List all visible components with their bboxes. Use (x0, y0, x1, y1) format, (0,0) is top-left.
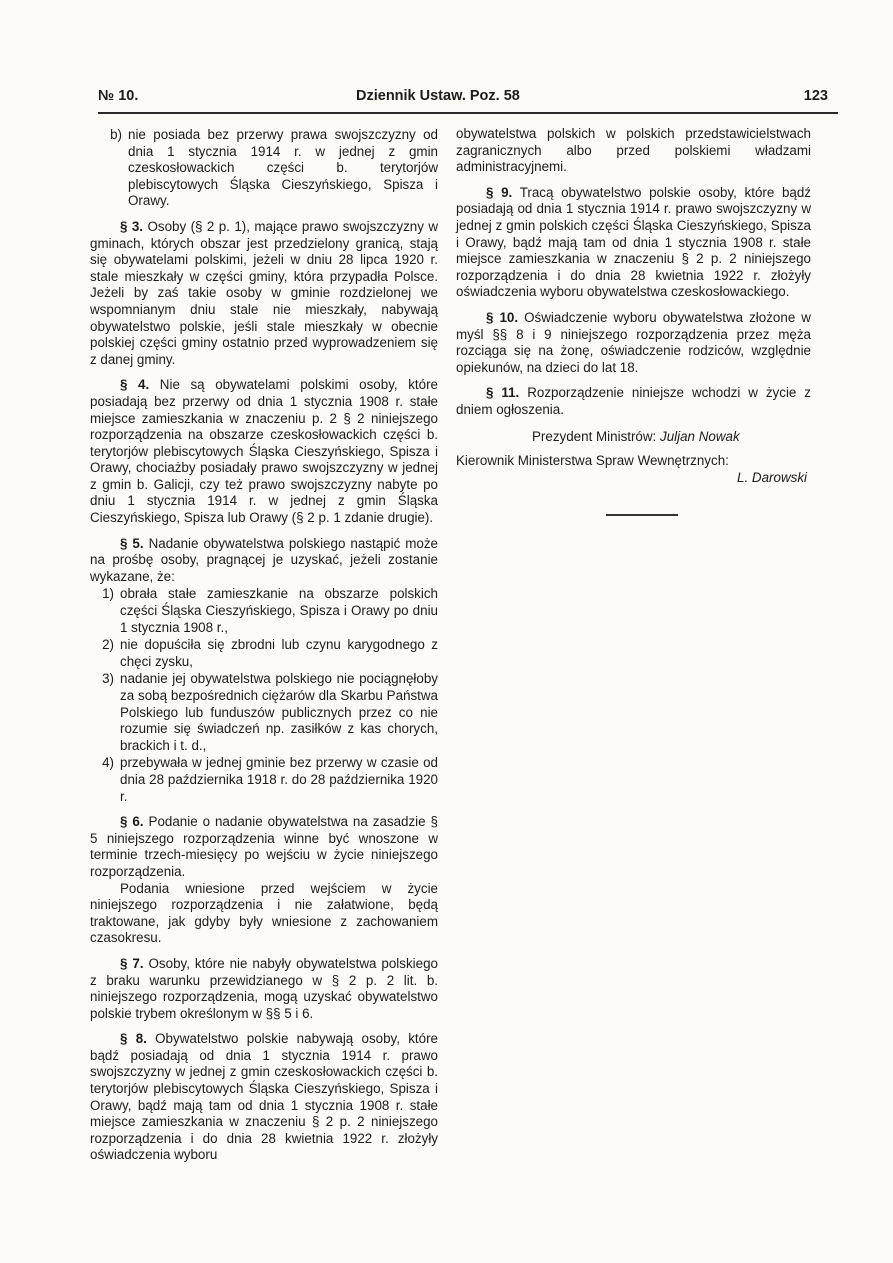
section-5 (90, 536, 438, 586)
end-rule (606, 514, 678, 516)
section-3 (90, 219, 438, 368)
list-item-number: 3) (102, 671, 114, 687)
section-6-text-2: Podania wniesione przed wejściem w życie niniejszego rozporządzenia i nie załatwione, będą traktowane, jak gdyby były wniesione z zachowaniem czasokresu. (90, 880, 438, 946)
section-5-text: Nadanie obywatelstwa polskiego nastąpić może na prośbę osoby, pragnącej je uzyskać, jeżeli zostanie wykazane, że: (90, 535, 438, 584)
section-11-number: § 11. (486, 385, 520, 401)
list-item (94, 637, 438, 670)
section-9-number: § 9. (486, 184, 513, 200)
list-item-text: nadanie jej obywatelstwa polskiego nie pociągnęłoby za sobą bezpośrednich ciężarów dla Skarbu Państwa Polskiego lub funduszów publicznych przez co nie rozumie się świadczeń np. zasiłków z kas chorych, brackich i t. d., (120, 671, 438, 753)
section-11-text: Rozporządzenie niniejsze wchodzi w życie z dniem ogłoszenia. (456, 385, 811, 417)
section-6-number: § 6. (120, 814, 144, 830)
section-4-number: § 4. (120, 377, 150, 393)
section-4-text: Nie są obywatelami polskimi osoby, które posiadają bez przerwy od dnia 1 stycznia 1908 r. stałe miejsce zamieszkania w znaczeniu p. 2 § 2 niniejszego rozporządzenia na obszarze czeskosłowackich części b. terytorjów plebiscytowych Śląska Cieszyńskiego, Spisza i Orawy, chociażby posiadały prawo swojszczyzny w jednej z gmin b. Galicji, czy też prawo swojszczyzny nabyte po dniu 1 stycznia 1914 r. w jednej z gmin Śląska Cieszyńskiego, Spisza lub Orawy (§ 2 p. 1 zdanie drugie). (90, 377, 438, 526)
item-b-label: b) (110, 127, 122, 142)
section-10-number: § 10. (486, 309, 519, 325)
section-6-text: Podanie o nadanie obywatelstwa na zasadzie § 5 niniejszego rozporządzenia winne być wnoszone w terminie trzech-miesięcy po wejściu w życie niniejszego rozporządzenia. (90, 814, 438, 879)
president-name: Juljan Nowak (660, 428, 740, 444)
item-b-text: nie posiada bez przerwy prawa swojszczyzny od dnia 1 stycznia 1914 r. w jednej z gmin czeskosłowackich części b. terytorjów plebiscytowych Śląska Cieszyńskiego, Spisza i Orawy. (128, 127, 438, 209)
list-item-text: przebywała w jednej gminie bez przerwy w czasie od dnia 28 października 1918 r. do 28 października 1920 r. (120, 755, 438, 804)
list-item-text: obrała stałe zamieszkanie na obszarze polskich części Śląska Cieszyńskiego, Spisza i Orawy po dniu 1 stycznia 1908 r., (120, 586, 438, 635)
right-column (456, 126, 811, 486)
journal-title: Dziennik Ustaw. Poz. 58 (356, 88, 520, 104)
president-label: Prezydent Ministrów: (532, 428, 657, 444)
section-8 (90, 1031, 438, 1164)
section-4 (90, 377, 438, 526)
section-3-number: § 3. (120, 218, 144, 234)
list-item-number: 2) (102, 637, 114, 653)
list-item-number: 1) (102, 586, 114, 602)
list-item-text: nie dopuściła się zbrodni lub czynu karygodnego z chęci zysku, (120, 637, 438, 669)
list-item-number: 4) (102, 755, 114, 771)
list-item (94, 755, 438, 805)
section-9-text: Tracą obywatelstwo polskie osoby, które bądź posiadają od dnia 1 stycznia 1914 r. prawo swojszczyzny w jednej z gmin polskich części Śląska Cieszyńskiego, Spisza i Orawy, bądź mają tam od dnia 1 stycznia 1908 r. stałe miejsce zamieszkania w znaczeniu § 2 p. 2 niniejszego rozporządzenia i do dnia 28 kwietnia 1922 r. złożyły oświadczenia wyboru obywatelstwa czeskosłowackiego. (456, 184, 811, 300)
issue-number: № 10. (98, 88, 139, 104)
left-column (90, 126, 438, 1164)
list-item (94, 671, 438, 754)
list-item (94, 586, 438, 636)
section-8-text: Obywatelstwo polskie nabywają osoby, które bądź posiadają od dnia 1 stycznia 1914 r. prawo swojszczyzny w jednej z gmin czeskosłowackich części b. terytorjów plebiscytowych Śląska Cieszyńskiego, Spisza i Orawy, bądź mają tam od dnia 1 stycznia 1908 r. stałe miejsce zamieszkania w znaczeniu § 2 p. 2 niniejszego rozporządzenia i do dnia 28 kwietnia 1922 r. złożyły oświadczenia wyboru (90, 1031, 438, 1163)
section-6 (90, 814, 438, 880)
section-7-number: § 7. (120, 955, 144, 971)
section-7 (90, 956, 438, 1022)
section-5-number: § 5. (120, 535, 144, 551)
page-header (98, 88, 828, 110)
section-10 (456, 310, 811, 376)
section-8-continuation: obywatelstwa polskich w polskich przedstawicielstwach zagranicznych albo przed polskiemi władzami administracyjnemi. (456, 126, 811, 175)
section-11 (456, 385, 811, 418)
section-10-text: Oświadczenie wyboru obywatelstwa złożone w myśl §§ 8 i 9 niniejszego rozporządzenia przez męża rozciąga się na żonę, oświadczenie rodziców, względnie opiekunów, na dzieci do lat 18. (456, 309, 811, 375)
section-5-list (90, 586, 438, 805)
section-7-text: Osoby, które nie nabyły obywatelstwa polskiego z braku warunku przewidzianego w § 2 p. 2 lit. b. niniejszego rozporządzenia, mogą uzyskać obywatelstwo polskie trybem określonym w §§ 5 i 6. (90, 955, 438, 1021)
minister-name: L. Darowski (737, 469, 807, 485)
item-b (90, 127, 438, 210)
page-number: 123 (803, 88, 828, 104)
section-3-text: Osoby (§ 2 p. 1), mające prawo swojszczyzny w gminach, których obszar jest przedzielony granicą, stają się obywatelami polskimi, jeżeli w dniu 28 lipca 1920 r. stale mieszkały w części gminy, która przypadła Polsce. Jeżeli by zaś takie osoby w gminie rozdzielonej we wspomnianym dniu stale nie mieszkały, nabywają obywatelstwo polskie, jeśli stale mieszkały w obecnie polskiej części gminy ostatnio przed wyprowadzeniem się z danej gminy. (90, 218, 438, 367)
minister-label: Kierownik Ministerstwa Spraw Wewnętrznych: (456, 453, 729, 469)
section-9 (456, 185, 811, 301)
president-signature (456, 429, 811, 446)
section-8-number: § 8. (120, 1031, 147, 1047)
header-rule (98, 112, 838, 114)
